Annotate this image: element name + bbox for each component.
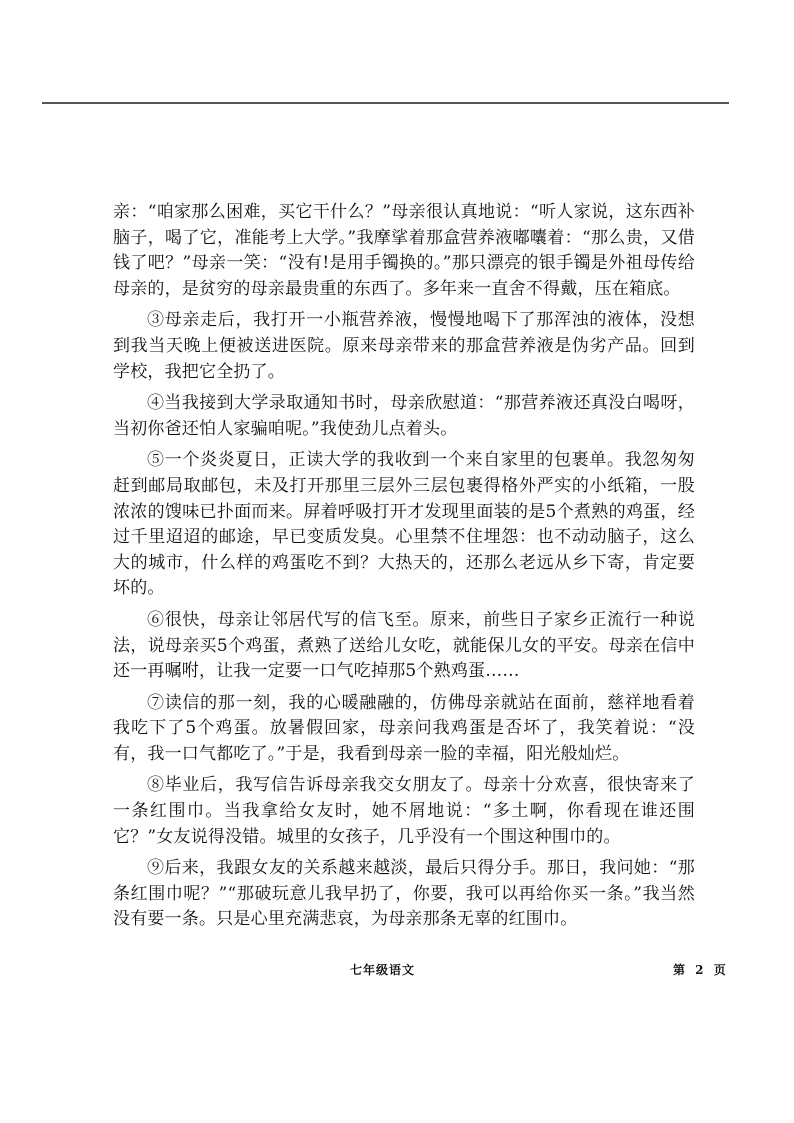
header-rule bbox=[42, 102, 729, 104]
paragraph-continuation: 亲：“咱家那么困难，买它干什么？”母亲很认真地说：“听人家说，这东西补脑子，喝了它，准能考上大学。”我摩挲着那盒营养液嘟囔着：“那么贵，又借钱了吧？”母亲一笑：“没有!是用手镯换的。”那只漂亮的银手镯是外祖母传给母亲的，是贫穷的母亲最贵重的东西了。多年来一直舍不得戴，压在箱底。 bbox=[113, 202, 695, 299]
paragraph-9: ⑨后来，我跟女友的关系越来越淡，最后只得分手。那日，我问她：“那条红围巾呢？”“那破玩意儿我早扔了，你要，我可以再给你买一条。”我当然没有要一条。只是心里充满悲哀，为母亲那条无辜的红围巾。 bbox=[113, 858, 695, 930]
paragraph-3: ③母亲走后，我打开一小瓶营养液，慢慢地喝下了那浑浊的液体，没想到我当天晚上便被送进医院。原来母亲带来的那盒营养液是伪劣产品。回到学校，我把它全扔了。 bbox=[113, 310, 695, 382]
paragraph-8: ⑧毕业后，我写信告诉母亲我交女朋友了。母亲十分欢喜，很快寄来了一条红围巾。当我拿给女友时，她不屑地说：“多土啊，你看现在谁还围它？”女友说得没错。城里的女孩子，几乎没有一个围这种围巾的。 bbox=[113, 775, 695, 847]
footer-subject: 七年级语文 bbox=[350, 963, 416, 977]
document-body bbox=[113, 200, 695, 939]
paragraph-7: ⑦读信的那一刻，我的心暖融融的，仿佛母亲就站在面前，慈祥地看着我吃下了5个鸡蛋。放暑假回家，母亲问我鸡蛋是否坏了，我笑着说：“没有，我一口气都吃了。”于是，我看到母亲一脸的幸福，阳光般灿烂。 bbox=[113, 692, 695, 764]
paragraph-4: ④当我接到大学录取通知书时，母亲欣慰道：“那营养液还真没白喝呀，当初你爸还怕人家骗咱呢。”我使劲儿点着头。 bbox=[113, 393, 695, 439]
paragraph-6: ⑥很快，母亲让邻居代写的信飞至。原来，前些日子家乡正流行一种说法，说母亲买5个鸡蛋，煮熟了送给儿女吃，就能保儿女的平安。母亲在信中还一再嘱咐，让我一定要一口气吃掉那5个熟鸡蛋…… bbox=[113, 609, 695, 682]
page-number: 第 2 页 bbox=[673, 963, 726, 977]
paragraph-5: ⑤一个炎炎夏日，正读大学的我收到一个来自家里的包裹单。我忽匆匆赶到邮局取邮包，未及打开那里三层外三层包裹得格外严实的小纸箱，一股浓浓的馊味已扑面而来。屏着呼吸打开才发现里面装的是5个煮熟的鸡蛋，经过千里迢迢的邮途，早已变质发臭。心里禁不住埋怨：也不动动脑子，这么大的城市，什么样的鸡蛋吃不到？大热天的，还那么老远从乡下寄，肯定要坏的。 bbox=[113, 450, 695, 599]
